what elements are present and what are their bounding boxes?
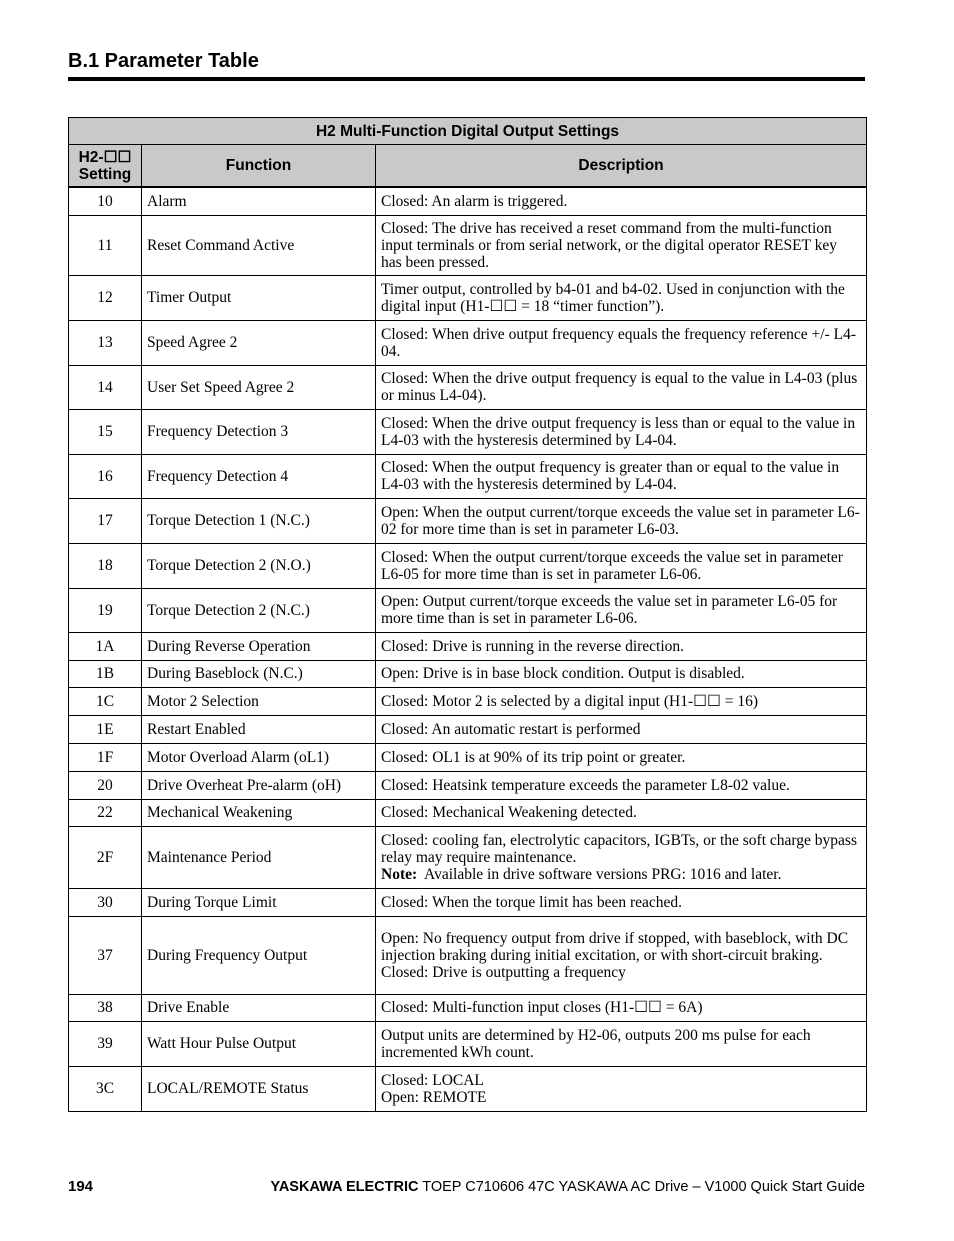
description-cell: [376, 498, 867, 543]
table-row: [69, 916, 867, 994]
setting-cell: 1F: [69, 743, 142, 771]
setting-cell: 1C: [69, 687, 142, 715]
description-cell: [376, 799, 867, 826]
table-row: [69, 994, 867, 1021]
table-row: [69, 715, 867, 743]
function-cell: Speed Agree 2: [142, 320, 376, 365]
table-row: [69, 660, 867, 687]
function-cell: During Torque Limit: [142, 888, 376, 916]
function-cell: Watt Hour Pulse Output: [142, 1021, 376, 1066]
table-row: [69, 454, 867, 498]
function-cell: Mechanical Weakening: [142, 799, 376, 826]
description-text: Open: No frequency output from drive if stopped, with baseblock, with DC injection braking during initial excitation, or with short-circuit braking.: [381, 929, 849, 964]
description-cell: [376, 1021, 867, 1066]
description-cell: [376, 660, 867, 687]
function-cell: Torque Detection 2 (N.O.): [142, 543, 376, 588]
description-cell: [376, 687, 867, 715]
description-cell: [376, 588, 867, 632]
function-cell: Reset Command Active: [142, 215, 376, 275]
setting-cell: 22: [69, 799, 142, 826]
note: [381, 866, 861, 883]
table-row: [69, 187, 867, 215]
table-row: [69, 743, 867, 771]
description-cell: [376, 715, 867, 743]
function-cell: Frequency Detection 4: [142, 454, 376, 498]
setting-cell: 15: [69, 409, 142, 454]
description-cell: [376, 365, 867, 409]
description-text: Closed: cooling fan, electrolytic capacitors, IGBTs, or the soft charge bypass relay may require maintenance.: [381, 831, 857, 866]
table-row: [69, 365, 867, 409]
description-text: Output units are determined by H2-06, outputs 200 ms pulse for each incremented kWh count.: [381, 1026, 811, 1061]
table-row: [69, 543, 867, 588]
description-text: Closed: Multi-function input closes (H1-☐☐ = 6A): [381, 999, 703, 1016]
setting-cell: 11: [69, 215, 142, 275]
description-cell: [376, 454, 867, 498]
description-cell: [376, 187, 867, 215]
header-setting-line1: H2-☐☐: [78, 148, 132, 166]
note-text: Available in drive software versions PRG: 1016 and later.: [417, 865, 782, 883]
title-rule: [68, 77, 865, 81]
description-cell: [376, 994, 867, 1021]
setting-cell: 30: [69, 888, 142, 916]
description-text: Closed: When the output current/torque exceeds the value set in parameter L6-05 for more time than is set in parameter L6-06.: [381, 548, 843, 583]
description-text: Open: Drive is in base block condition. Output is disabled.: [381, 665, 745, 682]
section-title: B.1 Parameter Table: [68, 50, 259, 72]
setting-cell: 18: [69, 543, 142, 588]
description-text-2: Open: REMOTE: [381, 1088, 487, 1106]
description-text: Closed: LOCAL: [381, 1071, 484, 1089]
description-text: Closed: When the drive output frequency is less than or equal to the value in L4-03 with the hysteresis determined by L4-04.: [381, 414, 856, 449]
description-text: Closed: An automatic restart is performed: [381, 720, 641, 738]
description-text: Timer output, controlled by b4-01 and b4-02. Used in conjunction with the digital input (H1-☐☐ = 18 “timer function”).: [381, 280, 845, 315]
function-cell: Motor 2 Selection: [142, 687, 376, 715]
description-text: Closed: Motor 2 is selected by a digital input (H1-☐☐ = 16): [381, 692, 759, 710]
setting-cell: 17: [69, 498, 142, 543]
description-text: Closed: When drive output frequency equals the frequency reference +/- L4-04.: [381, 325, 856, 360]
table-row: [69, 498, 867, 543]
footer-brand: YASKAWA ELECTRIC: [270, 1179, 419, 1195]
description-cell: [376, 543, 867, 588]
footer-document-title: [271, 1179, 866, 1195]
setting-cell: 2F: [69, 826, 142, 888]
function-cell: During Reverse Operation: [142, 632, 376, 660]
description-text: Closed: Drive is running in the reverse direction.: [381, 637, 685, 655]
description-text: Closed: Heatsink temperature exceeds the parameter L8-02 value.: [381, 776, 790, 794]
function-cell: Maintenance Period: [142, 826, 376, 888]
description-text: Open: Output current/torque exceeds the value set in parameter L6-05 for more time than is set in parameter L6-06.: [381, 593, 838, 627]
setting-cell: 1A: [69, 632, 142, 660]
setting-cell: 1E: [69, 715, 142, 743]
setting-cell: 12: [69, 275, 142, 320]
function-cell: Torque Detection 1 (N.C.): [142, 498, 376, 543]
description-text: Closed: The drive has received a reset command from the multi-function input terminals or from serial network, or the digital operator RESET key has been pressed.: [381, 219, 837, 271]
function-cell: User Set Speed Agree 2: [142, 365, 376, 409]
setting-cell: 16: [69, 454, 142, 498]
function-cell: During Frequency Output: [142, 916, 376, 994]
footer-doc: TOEP C710606 47C YASKAWA AC Drive – V1000 Quick Start Guide: [418, 1179, 865, 1195]
description-text: Closed: When the output frequency is greater than or equal to the value in L4-03 with the hysteresis determined by L4-04.: [381, 459, 840, 493]
description-text: Closed: Mechanical Weakening detected.: [381, 804, 637, 821]
function-cell: Motor Overload Alarm (oL1): [142, 743, 376, 771]
table-row: [69, 799, 867, 826]
function-cell: Drive Enable: [142, 994, 376, 1021]
description-cell: [376, 275, 867, 320]
setting-cell: 38: [69, 994, 142, 1021]
description-cell: [376, 320, 867, 365]
table-row: [69, 588, 867, 632]
table-row: [69, 771, 867, 799]
setting-cell: 19: [69, 588, 142, 632]
description-text: Closed: An alarm is triggered.: [381, 192, 568, 210]
table-row: [69, 275, 867, 320]
table-row: [69, 320, 867, 365]
table-caption: H2 Multi-Function Digital Output Settings: [69, 118, 867, 145]
function-cell: Alarm: [142, 187, 376, 215]
setting-cell: 37: [69, 916, 142, 994]
header-function: Function: [142, 145, 376, 188]
table-row: [69, 826, 867, 888]
parameter-table: [68, 117, 867, 1112]
header-setting: [69, 145, 142, 188]
function-cell: During Baseblock (N.C.): [142, 660, 376, 687]
page-number: 194: [68, 1178, 94, 1195]
function-cell: Restart Enabled: [142, 715, 376, 743]
setting-cell: 3C: [69, 1066, 142, 1111]
description-cell: [376, 771, 867, 799]
description-cell: [376, 215, 867, 275]
description-cell: [376, 743, 867, 771]
table-body: [69, 187, 867, 1111]
description-cell: [376, 632, 867, 660]
description-cell: [376, 1066, 867, 1111]
setting-cell: 10: [69, 187, 142, 215]
table-row: [69, 215, 867, 275]
setting-cell: 14: [69, 365, 142, 409]
description-cell: [376, 826, 867, 888]
function-cell: Frequency Detection 3: [142, 409, 376, 454]
setting-cell: 1B: [69, 660, 142, 687]
description-text: Closed: OL1 is at 90% of its trip point or greater.: [381, 748, 686, 766]
table-row: [69, 1021, 867, 1066]
header-description: Description: [376, 145, 867, 188]
table-row: [69, 632, 867, 660]
table-row: [69, 1066, 867, 1111]
description-text: Open: When the output current/torque exceeds the value set in parameter L6-02 for more time than is set in parameter L6-03.: [381, 503, 860, 538]
description-text: Closed: When the drive output frequency is equal to the value in L4-03 (plus or minus L4-04).: [381, 370, 858, 404]
setting-cell: 20: [69, 771, 142, 799]
table-row: [69, 409, 867, 454]
function-cell: LOCAL/REMOTE Status: [142, 1066, 376, 1111]
setting-cell: 13: [69, 320, 142, 365]
header-setting-line2: Setting: [78, 165, 132, 183]
description-text-2: Closed: Drive is outputting a frequency: [381, 963, 626, 981]
note-label: Note:: [381, 865, 418, 883]
function-cell: Drive Overheat Pre-alarm (oH): [142, 771, 376, 799]
setting-cell: 39: [69, 1021, 142, 1066]
description-cell: [376, 409, 867, 454]
function-cell: Torque Detection 2 (N.C.): [142, 588, 376, 632]
function-cell: Timer Output: [142, 275, 376, 320]
table-row: [69, 888, 867, 916]
description-cell: [376, 916, 867, 994]
description-text: Closed: When the torque limit has been reached.: [381, 893, 683, 911]
description-cell: [376, 888, 867, 916]
table-row: [69, 687, 867, 715]
